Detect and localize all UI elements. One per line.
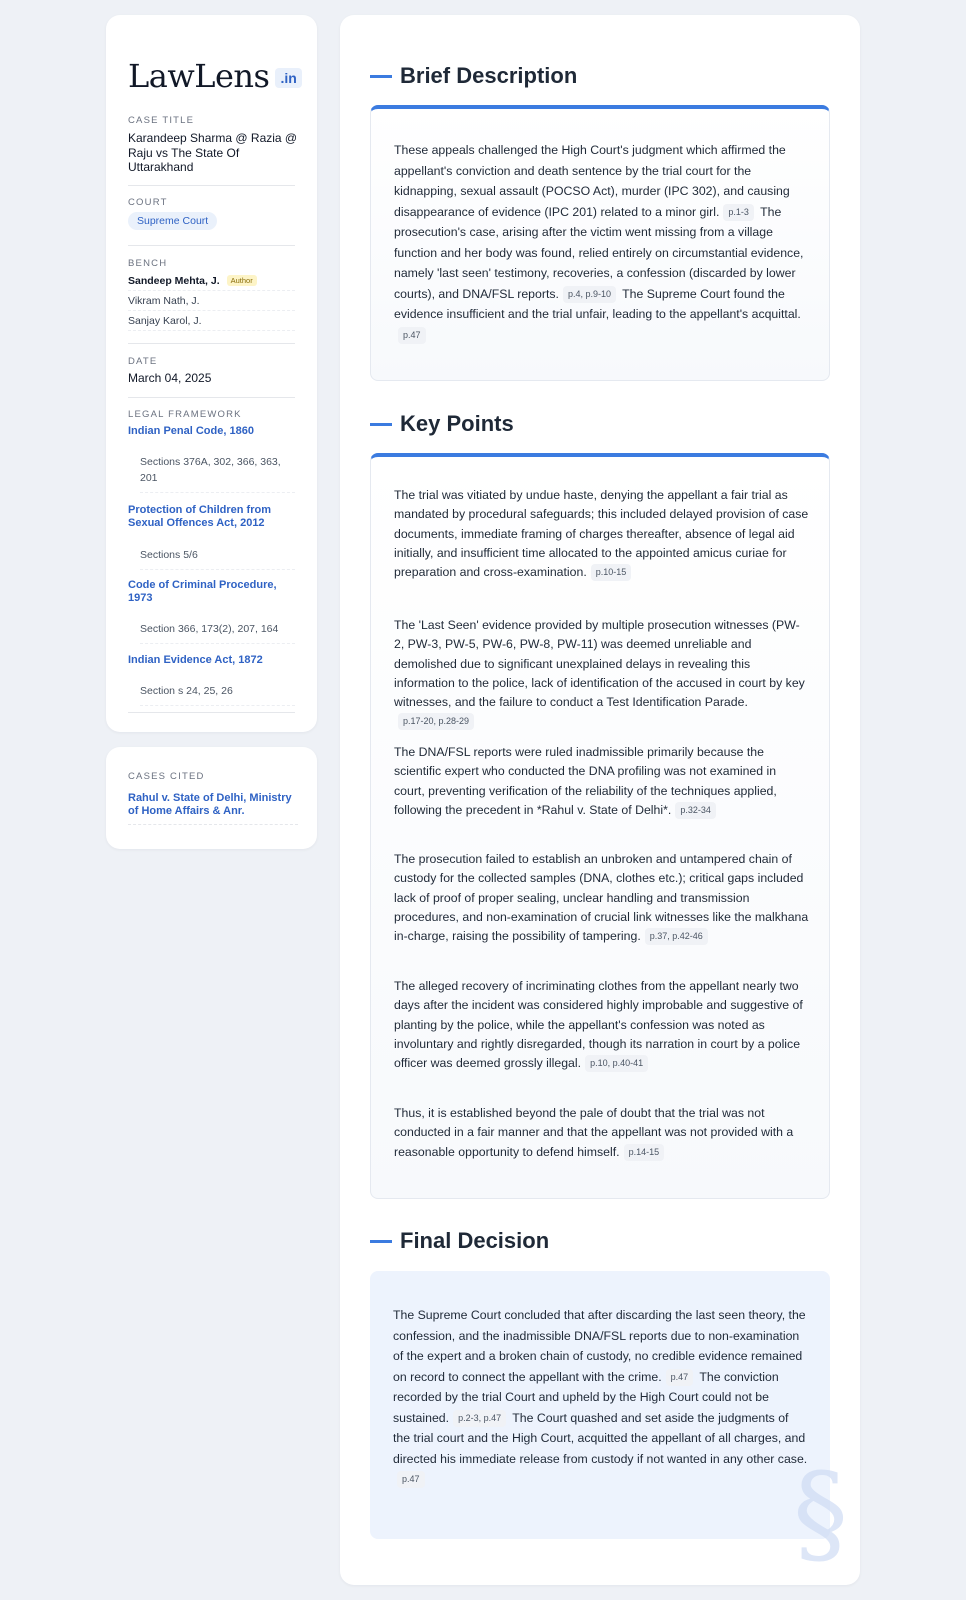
case-title: Karandeep Sharma @ Razia @ Raju vs The State Of Uttarakhand bbox=[128, 131, 298, 174]
key-point-item bbox=[394, 850, 809, 946]
brief-paragraph bbox=[394, 140, 809, 345]
brief-description-box bbox=[370, 105, 830, 381]
page-ref[interactable]: p.2-3, p.47 bbox=[453, 1410, 506, 1427]
law-sections: Section 366, 173(2), 207, 164 bbox=[140, 621, 295, 644]
law-title-pocso[interactable]: Protection of Children from Sexual Offences Act, 2012 bbox=[128, 504, 271, 529]
key-point-text: The 'Last Seen' evidence provided by multiple prosecution witnesses (PW-2, PW-3, PW-5, PW-6, PW-8, PW-11) was deemed unreliable and demolished due to significant unexplained delays in revealing this information to the police, lack of identification of the accused in court by key witnesses, and the failure to conduct a Test Identification Parade. bbox=[394, 618, 805, 710]
heading-accent-bar bbox=[370, 75, 392, 78]
section-title: Final Decision bbox=[400, 1228, 550, 1253]
final-decision-heading bbox=[370, 1228, 549, 1254]
bench-judge bbox=[128, 291, 295, 311]
brief-text: The prosecution's case, arising after the victim went missing from a village function and her body was found, relied entirely on circumstantial evidence, namely 'last seen' testimony, recoveries, a confession (discarded by lower courts), and DNA/FSL reports. bbox=[394, 204, 804, 301]
divider bbox=[128, 712, 295, 713]
author-badge: Author bbox=[227, 275, 257, 286]
key-point-item bbox=[394, 743, 809, 820]
key-point-text: The alleged recovery of incriminating clothes from the appellant nearly two days after the incident was considered highly improbable and suggestive of planting by the police, while the appellant's confession was noted as involuntary and rightly disregarded, though its narration in court by a police officer was deemed grossly illegal. bbox=[394, 979, 803, 1071]
key-point-text: The prosecution failed to establish an unbroken and untampered chain of custody for the collected samples (DNA, clothes etc.); critical gaps included lack of proof of proper sealing, unclear handling and transmission procedures, and non-examination of crucial link witnesses like the malkhana in-charge, raising the possibility of tampering. bbox=[394, 852, 809, 944]
page-ref[interactable]: p.17-20, p.28-29 bbox=[398, 713, 474, 730]
law-sections: Section s 24, 25, 26 bbox=[140, 683, 295, 706]
brief-text: These appeals challenged the High Court's judgment which affirmed the appellant's conviction and death sentence by the trial court for the kidnapping, sexual assault (POCSO Act), murder (IPC 302), and causing disappearance of evidence (IPC 201) related to a minor girl. bbox=[394, 143, 790, 219]
decision-text: The Court quashed and set aside the judgments of the trial court and the High Court, acquitted the appellant of all charges, and directed his immediate release from custody if not wanted in any other case. bbox=[393, 1410, 808, 1466]
heading-accent-bar bbox=[370, 423, 392, 426]
final-decision-box bbox=[370, 1271, 848, 1577]
bench-judge bbox=[128, 271, 295, 291]
judge-name: Sandeep Mehta, J. bbox=[128, 274, 220, 287]
bench-judge bbox=[128, 311, 295, 331]
law-sections: Sections 5/6 bbox=[140, 547, 295, 570]
brand-badge: .in bbox=[275, 68, 301, 88]
key-point-item bbox=[394, 486, 809, 582]
page-ref[interactable]: p.32-34 bbox=[675, 802, 716, 819]
section-sign-icon: § bbox=[793, 1449, 848, 1577]
page-ref[interactable]: p.47 bbox=[397, 1471, 425, 1488]
key-point-text: Thus, it is established beyond the pale of doubt that the trial was not conducted in a fair manner and that the appellant was not provided with a reasonable opportunity to defend himself. bbox=[394, 1106, 794, 1159]
key-point-text: The DNA/FSL reports were ruled inadmissible primarily because the scientific expert who conducted the DNA profiling was not examined in court, preventing verification of the reliability of the techniques applied, following the precedent in *Rahul v. State of Delhi*. bbox=[394, 745, 777, 817]
page-ref[interactable]: p.10-15 bbox=[591, 564, 632, 581]
brand-logo[interactable] bbox=[128, 57, 302, 95]
divider bbox=[128, 343, 295, 344]
cited-case-link[interactable]: Rahul v. State of Delhi, Ministry of Home Affairs & Anr. bbox=[128, 792, 298, 825]
page-ref[interactable]: p.10, p.40-41 bbox=[585, 1055, 648, 1072]
decision-paragraph bbox=[393, 1305, 808, 1490]
brand-name: LawLens bbox=[128, 57, 270, 95]
case-title-label: CASE TITLE bbox=[128, 115, 195, 126]
key-point-item bbox=[394, 616, 809, 732]
bench-label: BENCH bbox=[128, 258, 168, 269]
brief-text: The Supreme Court found the evidence insufficient and the trial unfair, leading to the appellant's acquittal. bbox=[394, 286, 801, 321]
page-ref[interactable]: p.4, p.9-10 bbox=[563, 286, 616, 303]
section-title: Key Points bbox=[400, 411, 514, 436]
law-sections: Sections 376A, 302, 366, 363, 201 bbox=[140, 454, 295, 493]
divider bbox=[128, 245, 295, 246]
judge-name: Vikram Nath, J. bbox=[128, 294, 200, 307]
page-ref[interactable]: p.47 bbox=[666, 1369, 694, 1386]
page-ref[interactable]: p.47 bbox=[398, 327, 426, 344]
page-ref[interactable]: p.37, p.42-46 bbox=[645, 928, 708, 945]
key-point-item bbox=[394, 1104, 809, 1162]
key-point-item bbox=[394, 977, 809, 1073]
judge-name: Sanjay Karol, J. bbox=[128, 314, 202, 327]
page-ref[interactable]: p.1-3 bbox=[723, 204, 754, 221]
case-meta-card bbox=[106, 15, 317, 732]
date-label: DATE bbox=[128, 356, 158, 367]
heading-accent-bar bbox=[370, 1240, 392, 1243]
law-title-crpc[interactable]: Code of Criminal Procedure, 1973 bbox=[128, 579, 277, 604]
legal-framework-label: LEGAL FRAMEWORK bbox=[128, 409, 242, 420]
cases-cited-label: CASES CITED bbox=[128, 771, 205, 782]
key-points-heading bbox=[370, 411, 514, 437]
law-title-ipc[interactable]: Indian Penal Code, 1860 bbox=[128, 425, 254, 437]
section-title: Brief Description bbox=[400, 63, 578, 88]
key-points-box bbox=[370, 453, 830, 1199]
page-ref[interactable]: p.14-15 bbox=[624, 1144, 665, 1161]
key-point-text: The trial was vitiated by undue haste, denying the appellant a fair trial as mandated by procedural safeguards; this included delayed provision of case documents, immediate framing of charges thereafter, absence of legal aid initially, and insufficient time allocated to the appointed amicus curiae for preparation and cross-examination. bbox=[394, 488, 809, 580]
decision-text: The conviction recorded by the trial Court and upheld by the High Court could not be sustained. bbox=[393, 1369, 779, 1425]
decision-text: The Supreme Court concluded that after discarding the last seen theory, the confession, and the inadmissible DNA/FSL reports due to non-examination of the expert and a broken chain of custody, no credible evidence remained on record to connect the appellant with the crime. bbox=[393, 1308, 806, 1384]
cases-cited-card bbox=[106, 747, 317, 849]
law-title-evidence-act[interactable]: Indian Evidence Act, 1872 bbox=[128, 654, 263, 666]
judgment-date: March 04, 2025 bbox=[128, 371, 212, 385]
divider bbox=[128, 397, 295, 398]
court-badge: Supreme Court bbox=[128, 212, 217, 230]
brief-description-heading bbox=[370, 63, 577, 89]
court-label: COURT bbox=[128, 197, 168, 208]
divider bbox=[128, 185, 295, 186]
main-content-card bbox=[340, 15, 860, 1585]
